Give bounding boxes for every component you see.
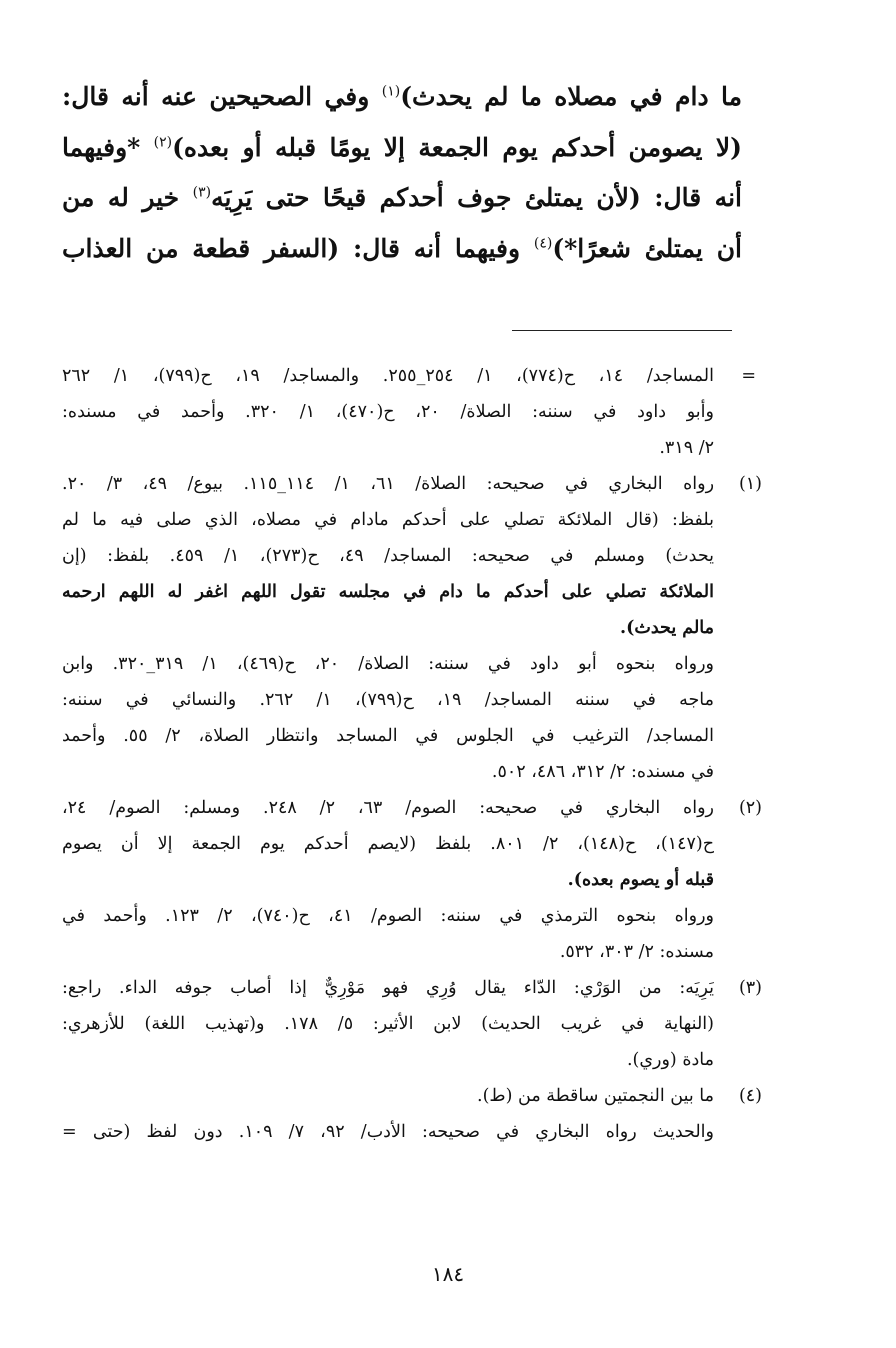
footnote-line: والحديث رواه البخاري في صحيحه: الأدب/ ٩٢، ٧/ ١٠٩. دون لفظ (حتى =	[62, 1122, 714, 1142]
footnote-line: الملائكة تصلي على أحدكم ما دام في مجلسه تقول اللهم اغفر له اللهم ارحمه	[62, 582, 714, 602]
main-line	[62, 224, 742, 275]
footnote-ref[interactable]: (١)	[381, 83, 401, 100]
footnote-number: (٤)	[738, 1086, 762, 1106]
footnote-line: مالم يحدث).	[620, 618, 714, 638]
footnote-number: (٢)	[738, 798, 762, 818]
footnote-line: يَرِيَه: من الوَرْي: الدّاء يقال وُرِي فهو مَوْرِيٌّ إذا أصاب جوفه الداء. راجع:	[62, 978, 714, 998]
footnote-line: ٢/ ٣١٩.	[659, 438, 714, 458]
footnote-line: رواه البخاري في صحيحه: الصلاة/ ٦١، ١/ ١١٤_١١٥. بيوع/ ٤٩، ٣/ ٢٠.	[62, 474, 714, 494]
footnote-line: المساجد/ الترغيب في الجلوس في المساجد وانتظار الصلاة، ٢/ ٥٥. وأحمد	[62, 726, 714, 746]
footnote-1	[62, 466, 762, 790]
footnote-body	[62, 358, 714, 466]
footnote-line: ح(١٤٧)، ح(١٤٨)، ٢/ ٨٠١. بلفظ (لايصم أحدكم يوم الجمعة إلا أن يصوم	[62, 834, 714, 854]
footnote-line: ورواه بنحوه الترمذي في سننه: الصوم/ ٤١، ح(٧٤٠)، ٢/ ١٢٣. وأحمد في	[62, 906, 714, 926]
footnote-body	[62, 1078, 714, 1150]
footnote-line: مادة (وري).	[626, 1050, 714, 1070]
footnote-line: ما بين النجمتين ساقطة من (ط).	[477, 1086, 714, 1106]
main-line-text: (لا يصومن أحدكم يوم الجمعة إلا يومًا قبله أو بعده)	[172, 132, 742, 162]
main-line-text: أنه قال: (لأن يمتلئ جوف أحدكم قيحًا حتى يَرِيَه	[211, 183, 742, 212]
footnote-line: مسنده: ٢/ ٣٠٣، ٥٣٢.	[559, 942, 714, 962]
footnote-3	[62, 970, 762, 1078]
continuation-mark: =	[741, 366, 756, 386]
footnotes	[62, 358, 762, 1150]
footnote-line: قبله أو يصوم بعده).	[567, 870, 714, 890]
footnote-line: رواه البخاري في صحيحه: الصوم/ ٦٣، ٢/ ٢٤٨. ومسلم: الصوم/ ٢٤،	[62, 798, 714, 818]
footnote-separator	[512, 330, 732, 331]
main-line-text: وفيهما أنه قال: (السفر قطعة من العذاب	[62, 233, 534, 263]
main-line	[62, 72, 742, 123]
footnote-line: المساجد/ ١٤، ح(٧٧٤)، ١/ ٢٥٤_٢٥٥. والمساجد/ ١٩، ح(٧٩٩)، ١/ ٢٦٢	[62, 366, 714, 386]
footnote-ref[interactable]: (٤)	[533, 235, 553, 252]
footnote-4	[62, 1078, 762, 1150]
main-line-text: ما دام في مصلاه ما لم يحدث)	[400, 82, 742, 111]
main-line	[62, 173, 742, 224]
main-text	[62, 72, 742, 274]
main-line	[62, 123, 742, 174]
footnote-line: وأبو داود في سننه: الصلاة/ ٢٠، ح(٤٧٠)، ١/ ٣٢٠. وأحمد في مسنده:	[62, 402, 714, 422]
footnote-2	[62, 790, 762, 970]
footnote-body	[62, 790, 714, 970]
footnote-line: في مسنده: ٢/ ٣١٢، ٤٨٦، ٥٠٢.	[491, 762, 714, 782]
main-line-text: وفي الصحيحين عنه أنه قال:	[62, 82, 382, 111]
footnote-line: ماجه في سننه المساجد/ ١٩، ح(٧٩٩)، ١/ ٢٦٢. والنسائي في سننه:	[62, 690, 714, 710]
main-line-text: *وفيهما	[62, 132, 154, 162]
footnote-ref[interactable]: (٣)	[192, 184, 212, 201]
footnote-line: بلفظ: (قال الملائكة تصلي على أحدكم مادام في مصلاه، الذي صلى فيه ما لم	[62, 510, 714, 530]
footnote-continuation	[62, 358, 762, 466]
footnote-line: ورواه بنحوه أبو داود في سننه: الصلاة/ ٢٠، ح(٤٦٩)، ١/ ٣١٩_٣٢٠. وابن	[62, 654, 714, 674]
footnote-line: يحدث) ومسلم في صحيحه: المساجد/ ٤٩، ح(٢٧٣)، ١/ ٤٥٩. بلفظ: (إن	[62, 546, 714, 566]
footnote-number: (٣)	[738, 978, 762, 998]
footnote-body	[62, 466, 714, 790]
page-number: ١٨٤	[431, 1262, 465, 1286]
footnote-number: (١)	[738, 474, 762, 494]
footnote-line: (النهاية في غريب الحديث) لابن الأثير: ٥/ ١٧٨. و(تهذيب اللغة) للأزهري:	[62, 1014, 714, 1034]
main-line-text: خير له من	[62, 183, 193, 212]
footnote-ref[interactable]: (٢)	[153, 134, 173, 151]
main-line-text: أن يمتلئ شعرًا*)	[552, 233, 742, 263]
footnote-body	[62, 970, 714, 1078]
